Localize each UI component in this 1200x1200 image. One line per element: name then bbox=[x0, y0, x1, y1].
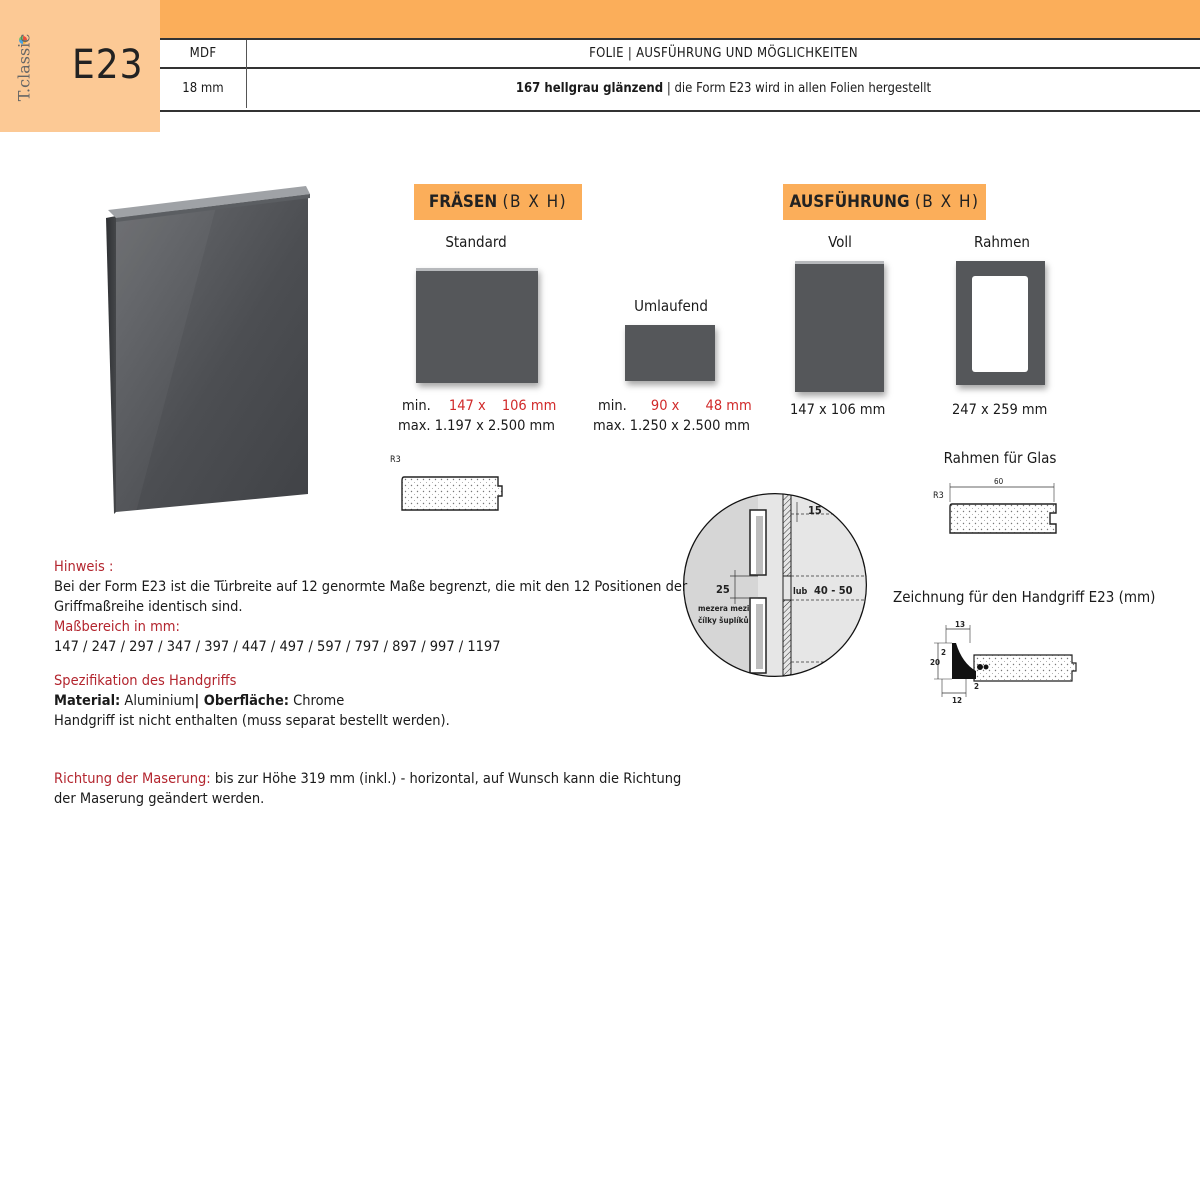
massbereich-values: 147 / 247 / 297 / 347 / 397 / 447 / 497 / 597 / 797 / 897 / 997 / 1197 bbox=[54, 639, 501, 655]
hinweis-label: Hinweis : bbox=[54, 559, 114, 575]
umlaufend-label: Umlaufend bbox=[634, 297, 708, 315]
material-line: Material: Aluminium| Oberfläche: Chrome bbox=[54, 693, 345, 709]
standard-min: min. 147 x 106 mm bbox=[402, 398, 557, 414]
handgriff-dim-2a: 2 bbox=[941, 648, 947, 657]
standard-profile-drawing bbox=[398, 472, 508, 514]
rahmen-dims: 247 x 259 mm bbox=[952, 402, 1048, 418]
richtung-text: Richtung der Maserung: bis zur Höhe 319 mm (inkl.) - horizontal, auf Wunsch kann die Richtung der Maserung geändert werden. bbox=[54, 771, 682, 807]
model-code: E23 bbox=[72, 42, 144, 88]
handgriff-drawing bbox=[922, 615, 1082, 707]
cell-folie: 167 hellgrau glänzend | die Form E23 wird in allen Folien hergestellt bbox=[515, 81, 932, 96]
spez-label: Spezifikation des Handgriffs bbox=[54, 673, 237, 689]
fraesen-tag: FRÄSEN (B X H) bbox=[414, 184, 582, 220]
glas-profile-label: R3 bbox=[933, 491, 944, 501]
handgriff-note: Handgriff ist nicht enthalten (muss separat bestellt werden). bbox=[54, 713, 450, 729]
diagram-caption-2: čílky šuplíků bbox=[698, 616, 749, 625]
col-header-mdf: MDF bbox=[189, 46, 217, 61]
glas-profile-drawing bbox=[944, 480, 1064, 540]
massbereich-label: Maßbereich in mm: bbox=[54, 619, 180, 635]
standard-panel bbox=[416, 268, 538, 383]
hinweis-text: Bei der Form E23 ist die Türbreite auf 12 genormte Maße begrenzt, die mit den 12 Positionen der Griffmaßreihe identisch sind. bbox=[54, 579, 688, 615]
brand-name: T.classic bbox=[14, 33, 34, 102]
lub-label: lub bbox=[793, 587, 808, 597]
cell-thickness: 18 mm bbox=[182, 81, 224, 96]
drawer-gap-diagram bbox=[680, 490, 880, 690]
standard-label: Standard bbox=[445, 233, 507, 251]
umlaufend-min: min. 90 x 48 mm bbox=[598, 398, 752, 414]
header-band bbox=[160, 0, 1200, 38]
umlaufend-max: max. 1.250 x 2.500 mm bbox=[593, 418, 750, 434]
umlaufend-panel bbox=[625, 325, 715, 381]
glas-label: Rahmen für Glas bbox=[943, 449, 1057, 467]
logo-box bbox=[0, 0, 160, 132]
voll-label: Voll bbox=[828, 233, 852, 251]
notes-block bbox=[54, 557, 694, 809]
handgriff-dim-20: 20 bbox=[930, 658, 941, 667]
col-header-folie: FOLIE | AUSFÜHRUNG UND MÖGLICHKEITEN bbox=[589, 46, 858, 61]
gap-25-label: 25 bbox=[716, 583, 730, 596]
ausfuehrung-tag: AUSFÜHRUNG (B X H) bbox=[783, 184, 986, 220]
voll-panel bbox=[795, 261, 884, 392]
voll-dims: 147 x 106 mm bbox=[790, 402, 886, 418]
spec-table bbox=[160, 38, 1200, 112]
standard-max: max. 1.197 x 2.500 mm bbox=[398, 418, 555, 434]
rahmen-panel bbox=[956, 261, 1045, 385]
glas-width-label: 60 bbox=[994, 477, 1004, 486]
gap-15-label: 15 bbox=[808, 504, 822, 517]
diagram-caption-1: mezera mezi bbox=[698, 604, 750, 613]
gap-range-label: 40 - 50 bbox=[814, 584, 853, 597]
handgriff-title: Zeichnung für den Handgriff E23 (mm) bbox=[893, 588, 1156, 606]
handgriff-dim-2b: 2 bbox=[974, 682, 980, 691]
brand-logo bbox=[14, 34, 36, 104]
door-render bbox=[96, 180, 316, 520]
rahmen-label: Rahmen bbox=[974, 233, 1030, 251]
handgriff-dim-12: 12 bbox=[952, 696, 963, 705]
standard-profile-label: R3 bbox=[390, 455, 401, 465]
handgriff-dim-13: 13 bbox=[955, 620, 966, 629]
